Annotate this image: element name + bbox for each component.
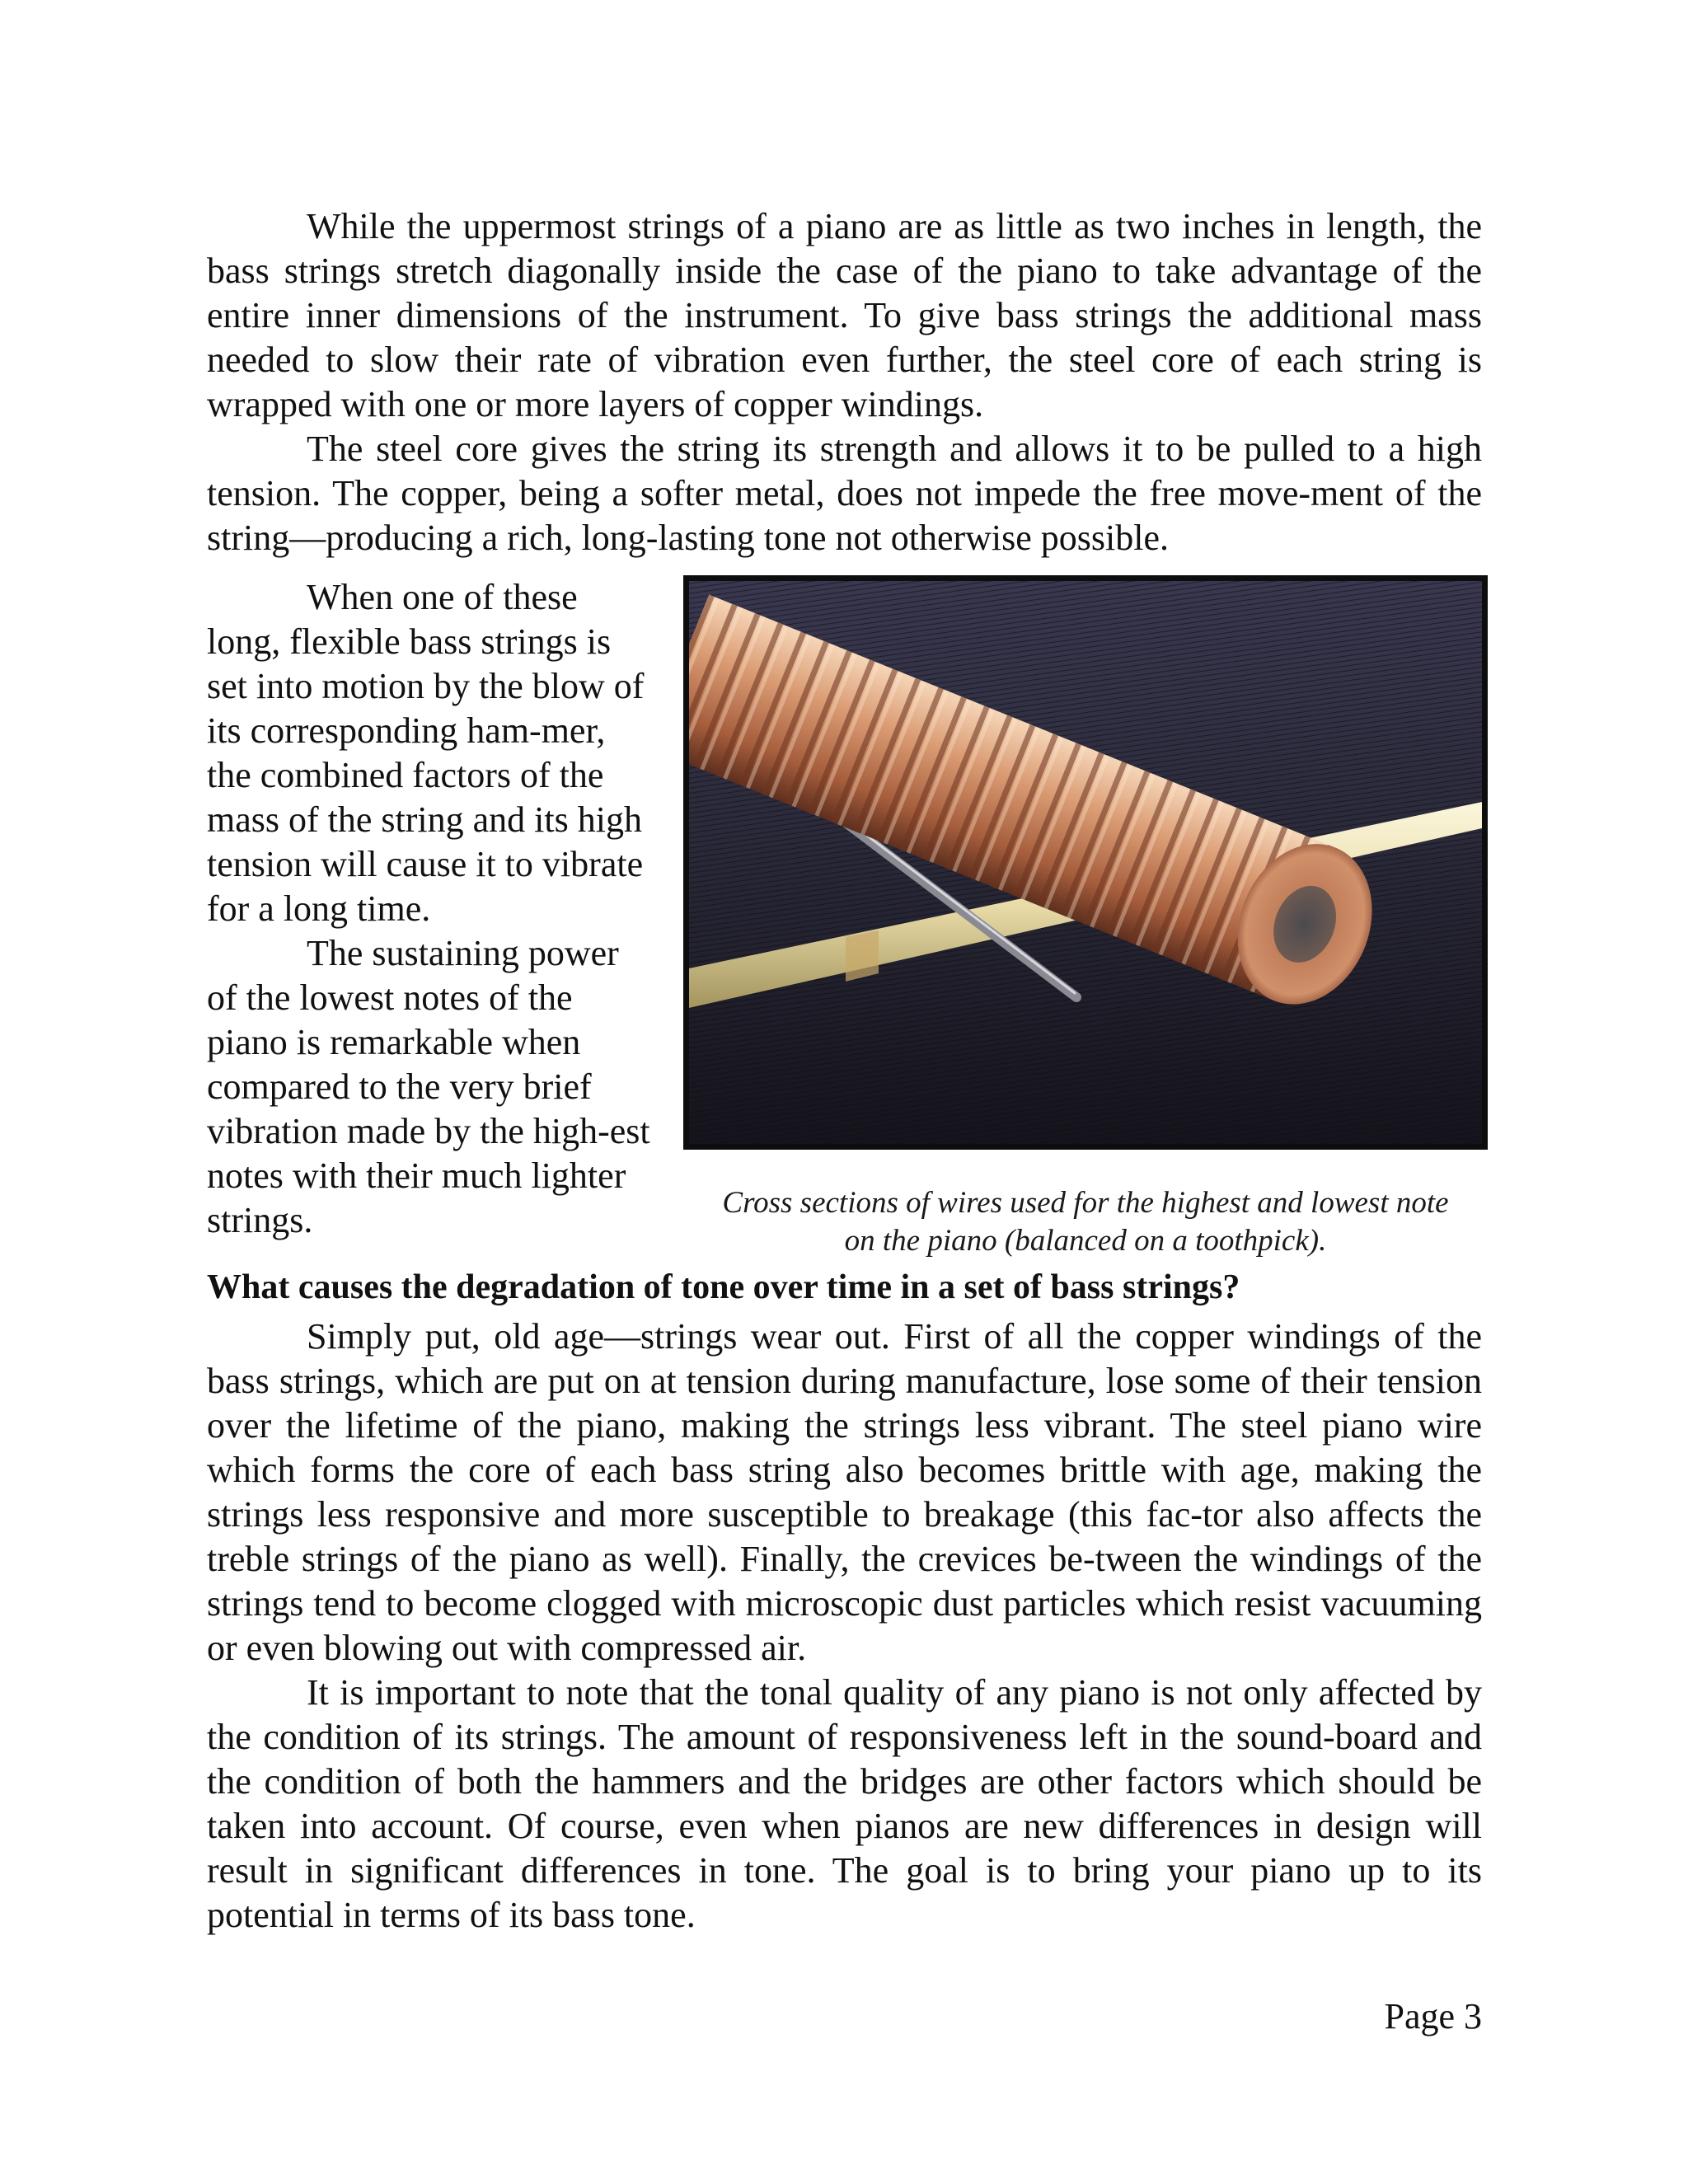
string-cross-section-photo: [683, 575, 1488, 1150]
section-heading: What causes the degradation of tone over time in a set of bass strings?: [207, 1268, 1240, 1306]
text-and-figure: [207, 575, 1482, 1258]
document-page: [207, 204, 1482, 1938]
figure-caption: [683, 1184, 1488, 1260]
paragraph: Simply put, old age—strings wear out. First of all the copper windings of the bass strings, which are put on at tension during manufacture, lose some of their tension over the lifetime of the piano, making the strings less vibrant. The steel piano wire which forms the core of each bass string also becomes brittle with age, making the strings less responsive and more susceptible to breakage (this fac-tor also affects the treble strings of the piano as well). Finally, the crevices be-tween the windings of the strings tend to become clogged with microscopic dust particles which resist vacuuming or even blowing out with compressed air.: [207, 1316, 1482, 1668]
intro-section: [207, 204, 1482, 560]
paragraph: While the uppermost strings of a piano are as little as two inches in length, the bass strings stretch diagonally inside the case of the piano to take advantage of the entire inner dimensions of the instrument. To give bass strings the additional mass needed to slow their rate of vibration even further, the steel core of each string is wrapped with one or more layers of copper windings.: [207, 206, 1482, 424]
figure: [683, 575, 1488, 1260]
paragraph: When one of these long, flexible bass strings is set into motion by the blow of its corresponding ham-mer, the combined factors of the mass of the string and its high tension will cause it to vibrate for a long time.: [207, 577, 645, 929]
degradation-section: [207, 1315, 1482, 1938]
page-number: Page 3: [1384, 1996, 1482, 2036]
caption-line: on the piano (balanced on a toothpick).: [844, 1224, 1327, 1258]
caption-line: Cross sections of wires used for the highest and lowest note: [722, 1186, 1449, 1220]
paragraph: The steel core gives the string its strength and allows it to be pulled to a high tension. The copper, being a softer metal, does not impede the free move-ment of the string—producing a rich, long-lasting tone not otherwise possible.: [207, 429, 1482, 558]
paragraph: The sustaining power of the lowest notes of the piano is remarkable when compared to the very brief vibration made by the high-est notes with their much lighter strings.: [207, 933, 650, 1240]
side-text-column: [207, 575, 652, 1243]
paragraph: It is important to note that the tonal quality of any piano is not only affected by the condition of its strings. The amount of responsiveness left in the sound-board and the condition of both the hammers and the bridges are other factors which should be taken into account. Of course, even when pianos are new differences in design will result in significant differences in tone. The goal is to bring your piano up to its potential in terms of its bass tone.: [207, 1672, 1482, 1935]
photo-illustration: [689, 581, 1482, 1144]
